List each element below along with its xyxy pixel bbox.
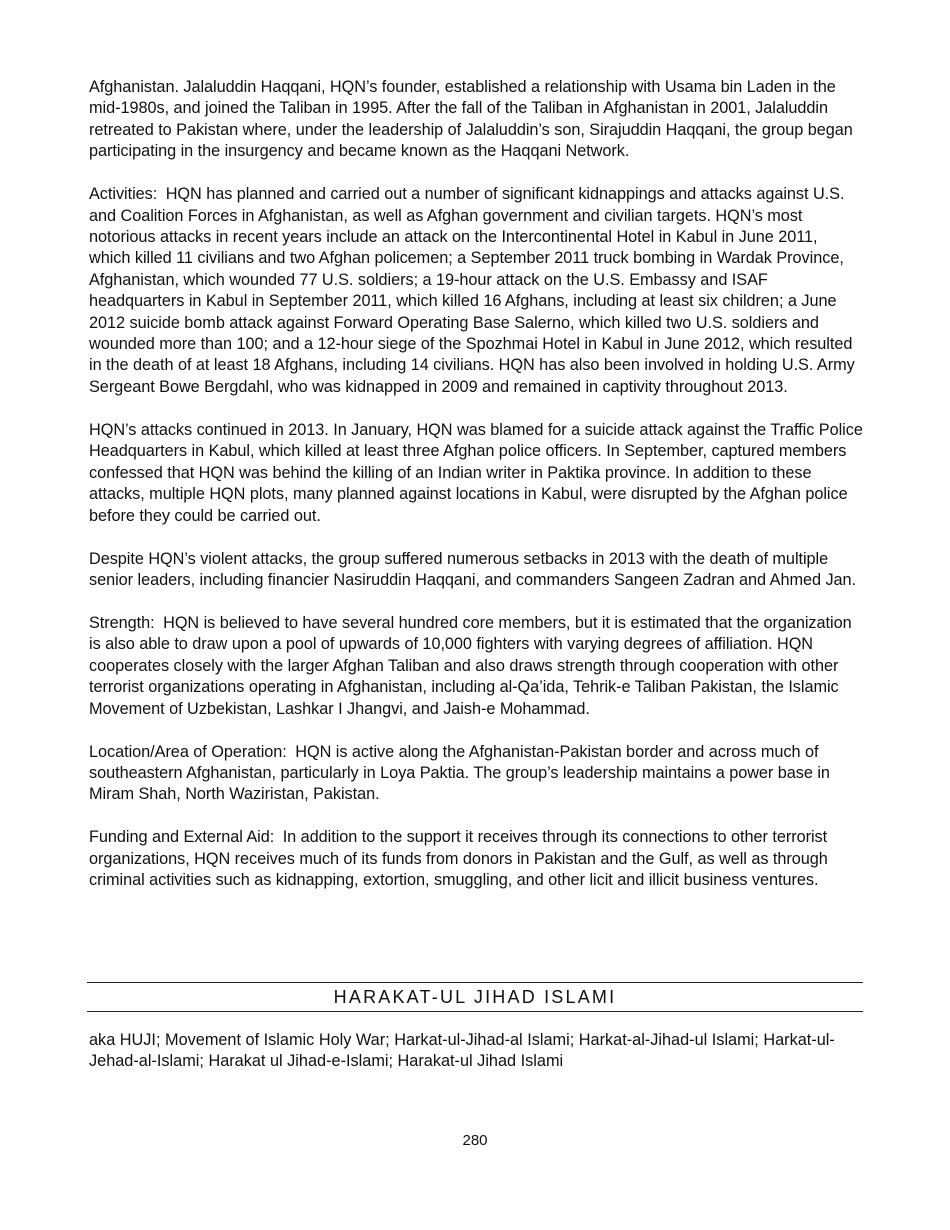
paragraph-text: Afghanistan. Jalaluddin Haqqani, HQN’s founder, established a relationship with Usama bin Laden in the mid-1980s, and joined the Taliban in 1995. After the fall of the Taliban in Afghanistan in 2001, Jalaluddin retreated to Pakistan where, under the leadership of Jalaluddin’s son, Sirajuddin Haqqani, the group began participating in the insurgency and became known as the Haqqani Network. — [89, 78, 853, 161]
paragraph-text: HQN is believed to have several hundred core members, but it is estimated that the organization is also able to draw upon a pool of upwards of 10,000 fighters with varying degrees of affiliation. HQN cooperates closely with the larger Afghan Taliban and also draws strength through cooperation with other terrorist organizations operating in Afghanistan, including al-Qa’ida, Tehrik-e Taliban Pakistan, the Islamic Movement of Uzbekistan, Lashkar I Jhangvi, and Jaish-e Mohammad. — [89, 613, 852, 718]
paragraph-text: Despite HQN’s violent attacks, the group suffered numerous setbacks in 2013 with the death of multiple senior leaders, including financier Nasiruddin Haqqani, and commanders Sangeen Zadran and Ahmed Jan. — [89, 549, 857, 589]
paragraph-text: In addition to the support it receives through its connections to other terrorist organizations, HQN receives much of its funds from donors in Pakistan and the Gulf, as well as through criminal activities such as kidnapping, extortion, smuggling, and other licit and illicit business ventures. — [89, 828, 828, 890]
paragraph-background — [89, 77, 863, 163]
paragraph-activities — [89, 184, 863, 398]
paragraph-strength — [89, 613, 863, 720]
section-header — [87, 982, 863, 1012]
paragraph-funding — [89, 827, 863, 891]
paragraph-attacks-2013 — [89, 420, 863, 527]
paragraph-setbacks — [89, 549, 863, 592]
paragraph-label: Location/Area of Operation: — [89, 742, 287, 761]
paragraph-location — [89, 742, 863, 806]
section-title: HARAKAT-UL JIHAD ISLAMI — [333, 987, 617, 1007]
paragraph-text: HQN has planned and carried out a number of significant kidnappings and attacks against U.S. and Coalition Forces in Afghanistan, as well as Afghan government and civilian targets. HQN’s most notorious attacks in recent years include an attack on the Intercontinental Hotel in Kabul in June 2011, which killed 11 civilians and two Afghan policemen; a September 2011 truck bombing in Wardak Province, Afghanistan, which wounded 77 U.S. soldiers; a 19-hour attack on the U.S. Embassy and ISAF headquarters in Kabul in September 2011, which killed 16 Afghans, including at least six children; a June 2012 suicide bomb attack against Forward Operating Base Salerno, which killed two U.S. soldiers and wounded more than 100; and a 12-hour siege of the Spozhmai Hotel in Kabul in June 2012, which resulted in the death of at least 18 Afghans, including 14 civilians. HQN has also been involved in holding U.S. Army Sergeant Bowe Bergdahl, who was kidnapped in 2009 and remained in captivity throughout 2013. — [89, 185, 855, 396]
page-number: 280 — [462, 1132, 488, 1149]
paragraph-label: Funding and External Aid: — [89, 828, 275, 847]
document-body — [89, 77, 863, 913]
paragraph-label: Strength: — [89, 613, 155, 632]
paragraph-text: HQN is active along the Afghanistan-Pakistan border and across much of southeastern Afghanistan, particularly in Loya Paktia. The group’s leadership maintains a power base in Miram Shah, North Waziristan, Pakistan. — [89, 742, 830, 804]
aka-paragraph: aka HUJI; Movement of Islamic Holy War; Harkat-ul-Jihad-al Islami; Harkat-al-Jihad-ul Islami; Harkat-ul-Jehad-al-Islami; Harakat ul Jihad-e-Islami; Harakat-ul Jihad Islami — [89, 1031, 835, 1071]
paragraph-text: HQN’s attacks continued in 2013. In January, HQN was blamed for a suicide attack against the Traffic Police Headquarters in Kabul, which killed at least three Afghan police officers. In September, captured members confessed that HQN was behind the killing of an Indian writer in Paktika province. In addition to these attacks, multiple HQN plots, many planned against locations in Kabul, were disrupted by the Afghan police before they could be carried out. — [89, 420, 863, 525]
paragraph-label: Activities: — [89, 185, 158, 204]
